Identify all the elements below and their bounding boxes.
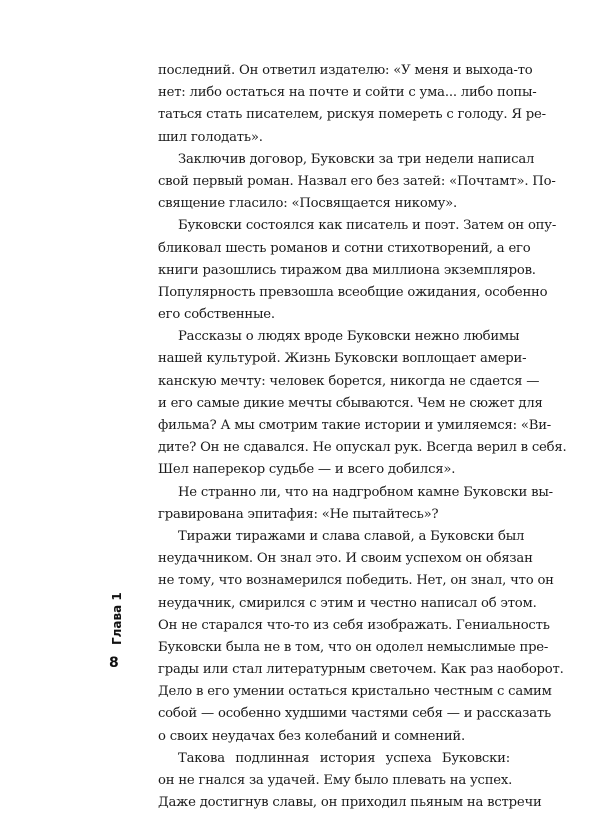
text-line: о своих неудачах без колебаний и сомнений.	[158, 728, 466, 744]
running-head-chapter: Глава 1	[110, 592, 124, 645]
text-line: Популярность превзошла всеобщие ожидания, особенно	[158, 284, 548, 300]
text-line: нет: либо остаться на почте и сойти с ума... либо попы-	[158, 85, 537, 101]
text-line: Рассказы о людях вроде Буковски нежно любимы	[178, 329, 520, 345]
text-line: Шел наперекор судьбе — и всего добился».	[158, 462, 456, 478]
text-line: нашей культурой. Жизнь Буковски воплощает амери-	[158, 351, 527, 367]
text-line: Не странно ли, что на надгробном камне Буковски вы-	[178, 484, 553, 500]
text-line: Заключив договор, Буковски за три недели написал	[178, 151, 535, 167]
text-line: последний. Он ответил издателю: «У меня и выхода-то	[158, 63, 533, 78]
text-line: свой первый роман. Назвал его без затей: «Почтамт». По-	[158, 173, 556, 189]
text-line: Он не старался что-то из себя изображать. Гениальность	[158, 617, 550, 633]
text-line: собой — особенно худшими частями себя — и рассказать	[158, 706, 552, 722]
text-line: дите? Он не сдавался. Не опускал рук. Всегда верил в себя.	[158, 440, 567, 456]
text-line: неудачник, смирился с этим и честно написал об этом.	[158, 595, 537, 611]
text-line: Тиражи тиражами и слава славой, а Буковски был	[178, 528, 525, 544]
text-line: Дело в его умении остаться кристально честным с самим	[158, 684, 552, 700]
text-line: священие гласило: «Посвящается никому».	[158, 196, 458, 212]
text-line: таться стать писателем, рискуя помереть с голоду. Я ре-	[158, 107, 546, 123]
text-line: неудачником. Он знал это. И своим успехом он обязан	[158, 551, 533, 567]
text-line: Буковски состоялся как писатель и поэт. Затем он опу-	[178, 218, 557, 234]
text-line: книги разошлись тиражом два миллиона экземпляров.	[158, 262, 536, 278]
text-line: и его самые дикие мечты сбываются. Чем не сюжет для	[158, 395, 543, 411]
text-line: Буковски была не в том, что он одолел немыслимые пре-	[158, 639, 549, 655]
text-line: его собственные.	[158, 307, 275, 323]
text-line: канскую мечту: человек борется, никогда не сдается —	[158, 373, 540, 389]
text-line: шил голодать».	[158, 129, 263, 145]
page-number: 8	[109, 655, 119, 671]
text-line: не тому, что вознамерился победить. Нет, он знал, что он	[158, 573, 554, 589]
body-text	[158, 60, 567, 814]
text-line: бликовал шесть романов и сотни стихотворений, а его	[158, 240, 531, 256]
text-line: он не гнался за удачей. Ему было плевать на успех.	[158, 773, 513, 788]
text-line: грады или стал литературным светочем. Как раз наоборот.	[158, 662, 564, 678]
text-line: гравирована эпитафия: «Не пытайтесь»?	[158, 506, 439, 522]
text-line: Такова подлинная история успеха Буковски:	[178, 750, 510, 766]
text-line: фильма? А мы смотрим такие истории и умиляемся: «Ви-	[158, 418, 552, 433]
text-line: Даже достигнув славы, он приходил пьяным на встречи	[158, 795, 542, 811]
